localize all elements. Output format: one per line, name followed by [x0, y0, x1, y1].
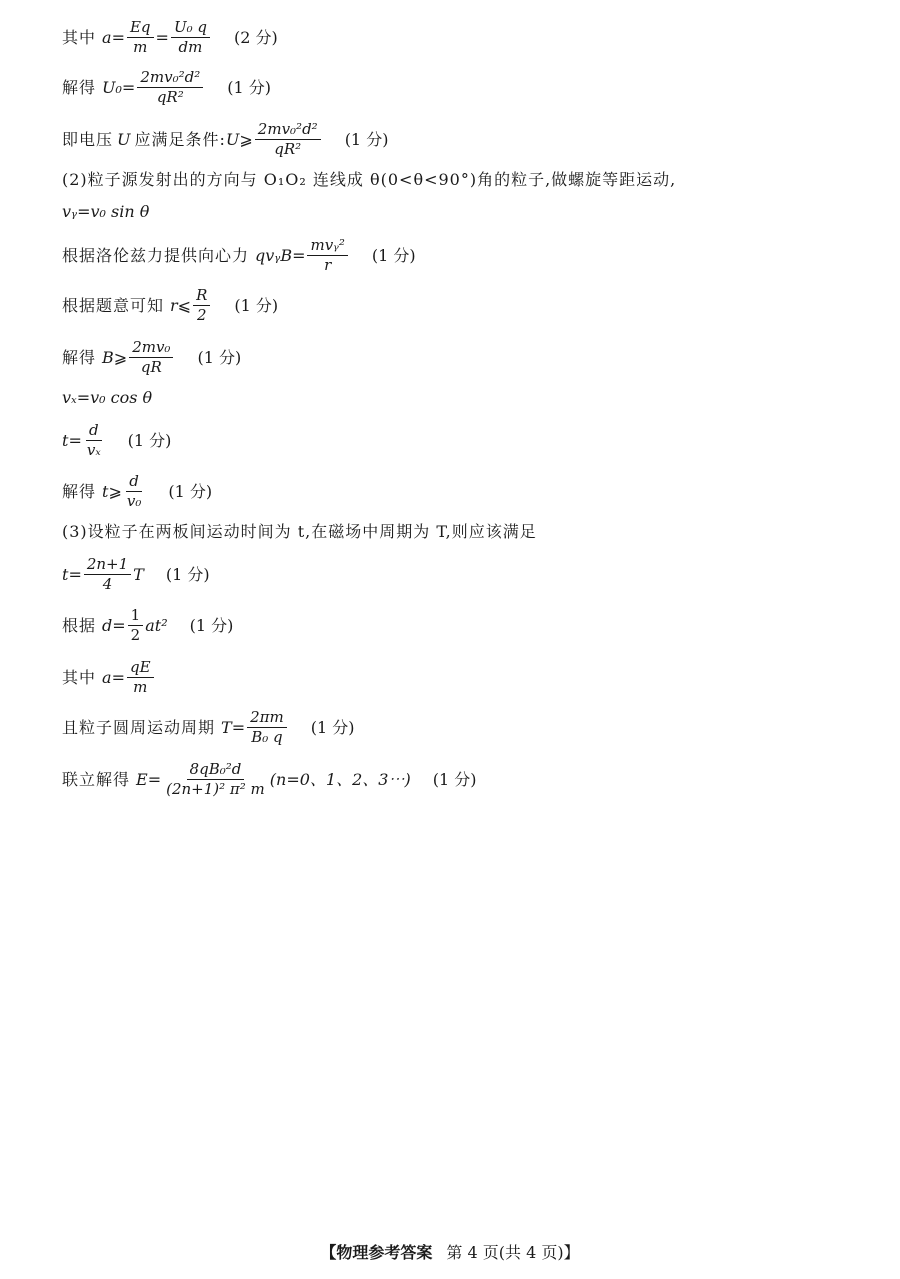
- fraction-num: d: [126, 474, 142, 492]
- math-lhs: t: [62, 430, 69, 450]
- fraction-num: d: [86, 423, 102, 441]
- eq-d: [62, 608, 233, 643]
- eq-radius: [62, 288, 278, 323]
- fraction: [255, 122, 321, 157]
- fraction-den: 2: [130, 626, 141, 644]
- part-2-intro: [62, 172, 676, 188]
- fraction-den: dm: [178, 38, 203, 56]
- fraction-num: mvᵧ²: [307, 238, 347, 256]
- math-a: a: [102, 27, 112, 47]
- eq-vx: [62, 390, 152, 406]
- text-line: (3)设粒子在两板间运动时间为 t,在磁场中周期为 T,则应该满足: [62, 522, 537, 541]
- math-lhs: U: [225, 129, 240, 149]
- math-lhs: E: [136, 769, 148, 789]
- fraction: [193, 288, 210, 323]
- fraction: [129, 340, 173, 375]
- eq-vy: [62, 204, 149, 220]
- fraction: [171, 20, 210, 55]
- fraction-den: qR²: [274, 140, 302, 158]
- math-lhs: r: [170, 295, 178, 315]
- math-lhs: qvᵧB: [255, 245, 293, 265]
- math-line: vₓ=v₀ cos θ: [62, 388, 153, 407]
- math-lhs: a: [102, 667, 112, 687]
- text-prefix: 根据: [62, 615, 97, 635]
- math-eq: =: [121, 77, 136, 97]
- math-eq: =: [147, 769, 162, 789]
- fraction-den: m: [133, 38, 148, 56]
- math-rhs: (n=0、1、2、3⋯): [269, 769, 411, 789]
- eq-acceleration: [62, 20, 278, 55]
- fraction-den: B₀ q: [251, 728, 283, 746]
- fraction-num: U₀ q: [171, 20, 210, 38]
- fraction-den: qR: [140, 358, 162, 376]
- text-prefix: 其中: [62, 27, 97, 47]
- eq-period: [62, 710, 355, 745]
- math-eq: =: [68, 564, 82, 584]
- fraction-num: 2mv₀²d²: [255, 122, 321, 140]
- math-lhs: T: [221, 717, 232, 737]
- part-3-intro: [62, 524, 537, 540]
- eq-t-period: [62, 557, 210, 592]
- math-lhs: U₀: [102, 77, 122, 97]
- fraction: [307, 238, 347, 273]
- math-rhs: at²: [145, 615, 168, 635]
- score: (1 分): [189, 615, 234, 635]
- fraction-den: (2n+1)² π² m: [166, 780, 265, 798]
- fraction-den: 4: [102, 575, 113, 593]
- page-footer: [0, 1240, 900, 1263]
- footer-title: 【物理参考答案: [320, 1243, 433, 1262]
- score: (1 分): [165, 564, 210, 584]
- math-rel: ⩽: [177, 295, 192, 315]
- text-prefix: 且粒子圆周运动周期: [62, 717, 216, 737]
- text-prefix: 联立解得: [62, 769, 131, 789]
- fraction-num: qE: [127, 660, 154, 678]
- score: (1 分): [234, 295, 279, 315]
- fraction-num: 2mv₀²d²: [137, 70, 203, 88]
- fraction: [127, 20, 154, 55]
- math-u: U: [117, 129, 131, 149]
- math-rel: ⩾: [239, 129, 253, 149]
- footer-page-number: 第 4 页(共 4 页)】: [446, 1243, 580, 1262]
- fraction-den: m: [133, 678, 148, 696]
- fraction-den: vₓ: [86, 441, 101, 459]
- math-rel: ⩾: [108, 481, 122, 501]
- math-eq: =: [112, 615, 126, 635]
- fraction-den: v₀: [126, 492, 142, 510]
- score: (1 分): [227, 77, 271, 97]
- text-prefix: 解得: [62, 77, 97, 97]
- fraction: [84, 557, 131, 592]
- math-eq: =: [68, 430, 82, 450]
- eq-a: [62, 660, 156, 695]
- eq-b: [62, 340, 241, 375]
- math-eq: =: [292, 245, 306, 265]
- math-eq: =: [111, 667, 125, 687]
- text-prefix: 即电压: [62, 129, 114, 149]
- fraction: [137, 70, 203, 105]
- math-lhs: t: [102, 481, 109, 501]
- fraction-den: r: [324, 256, 332, 274]
- text-prefix: 解得: [62, 347, 97, 367]
- math-lhs: B: [102, 347, 114, 367]
- eq-t: [62, 423, 171, 458]
- eq-lorentz: [62, 238, 416, 273]
- fraction-num: R: [193, 288, 210, 306]
- fraction-num: 8qB₀²d: [187, 762, 245, 780]
- fraction: [127, 660, 154, 695]
- fraction: [84, 423, 104, 458]
- eq-u0: [62, 70, 271, 105]
- fraction-den: qR²: [156, 88, 184, 106]
- fraction: [247, 710, 287, 745]
- math-eq: =: [155, 27, 169, 47]
- fraction-num: Eq: [127, 20, 154, 38]
- eq-condition: [62, 122, 388, 157]
- math-line: vᵧ=v₀ sin θ: [62, 202, 150, 221]
- math-eq: =: [111, 27, 125, 47]
- eq-e-final: [62, 762, 476, 797]
- math-rel: ⩾: [113, 347, 128, 367]
- text-line: (2)粒子源发射出的方向与 O₁O₂ 连线成 θ(0<θ<90°)角的粒子,做螺旋等距运动,: [62, 170, 677, 189]
- math-lhs: t: [62, 564, 69, 584]
- score: (2 分): [233, 27, 278, 47]
- fraction-num: 2mv₀: [129, 340, 173, 358]
- score: (1 分): [168, 481, 213, 501]
- score: (1 分): [197, 347, 242, 367]
- eq-t-min: [62, 474, 212, 509]
- math-lhs: d: [102, 615, 113, 635]
- text-prefix: 根据题意可知: [62, 295, 165, 315]
- fraction-num: 2πm: [247, 710, 287, 728]
- text-prefix: 解得: [62, 481, 97, 501]
- fraction: [124, 474, 145, 509]
- text-prefix: 根据洛伦兹力提供向心力: [62, 245, 250, 265]
- fraction: [163, 762, 268, 797]
- score: (1 分): [127, 430, 172, 450]
- score: (1 分): [310, 717, 355, 737]
- score: (1 分): [344, 129, 389, 149]
- score: (1 分): [432, 769, 477, 789]
- math-eq: =: [231, 717, 246, 737]
- math-rhs: T: [133, 564, 144, 584]
- fraction-den: 2: [196, 306, 207, 324]
- score: (1 分): [371, 245, 416, 265]
- text-mid: 应满足条件:: [134, 129, 226, 149]
- fraction-num: 1: [128, 608, 144, 626]
- fraction-num: 2n+1: [84, 557, 131, 575]
- fraction: [128, 608, 144, 643]
- text-prefix: 其中: [62, 667, 97, 687]
